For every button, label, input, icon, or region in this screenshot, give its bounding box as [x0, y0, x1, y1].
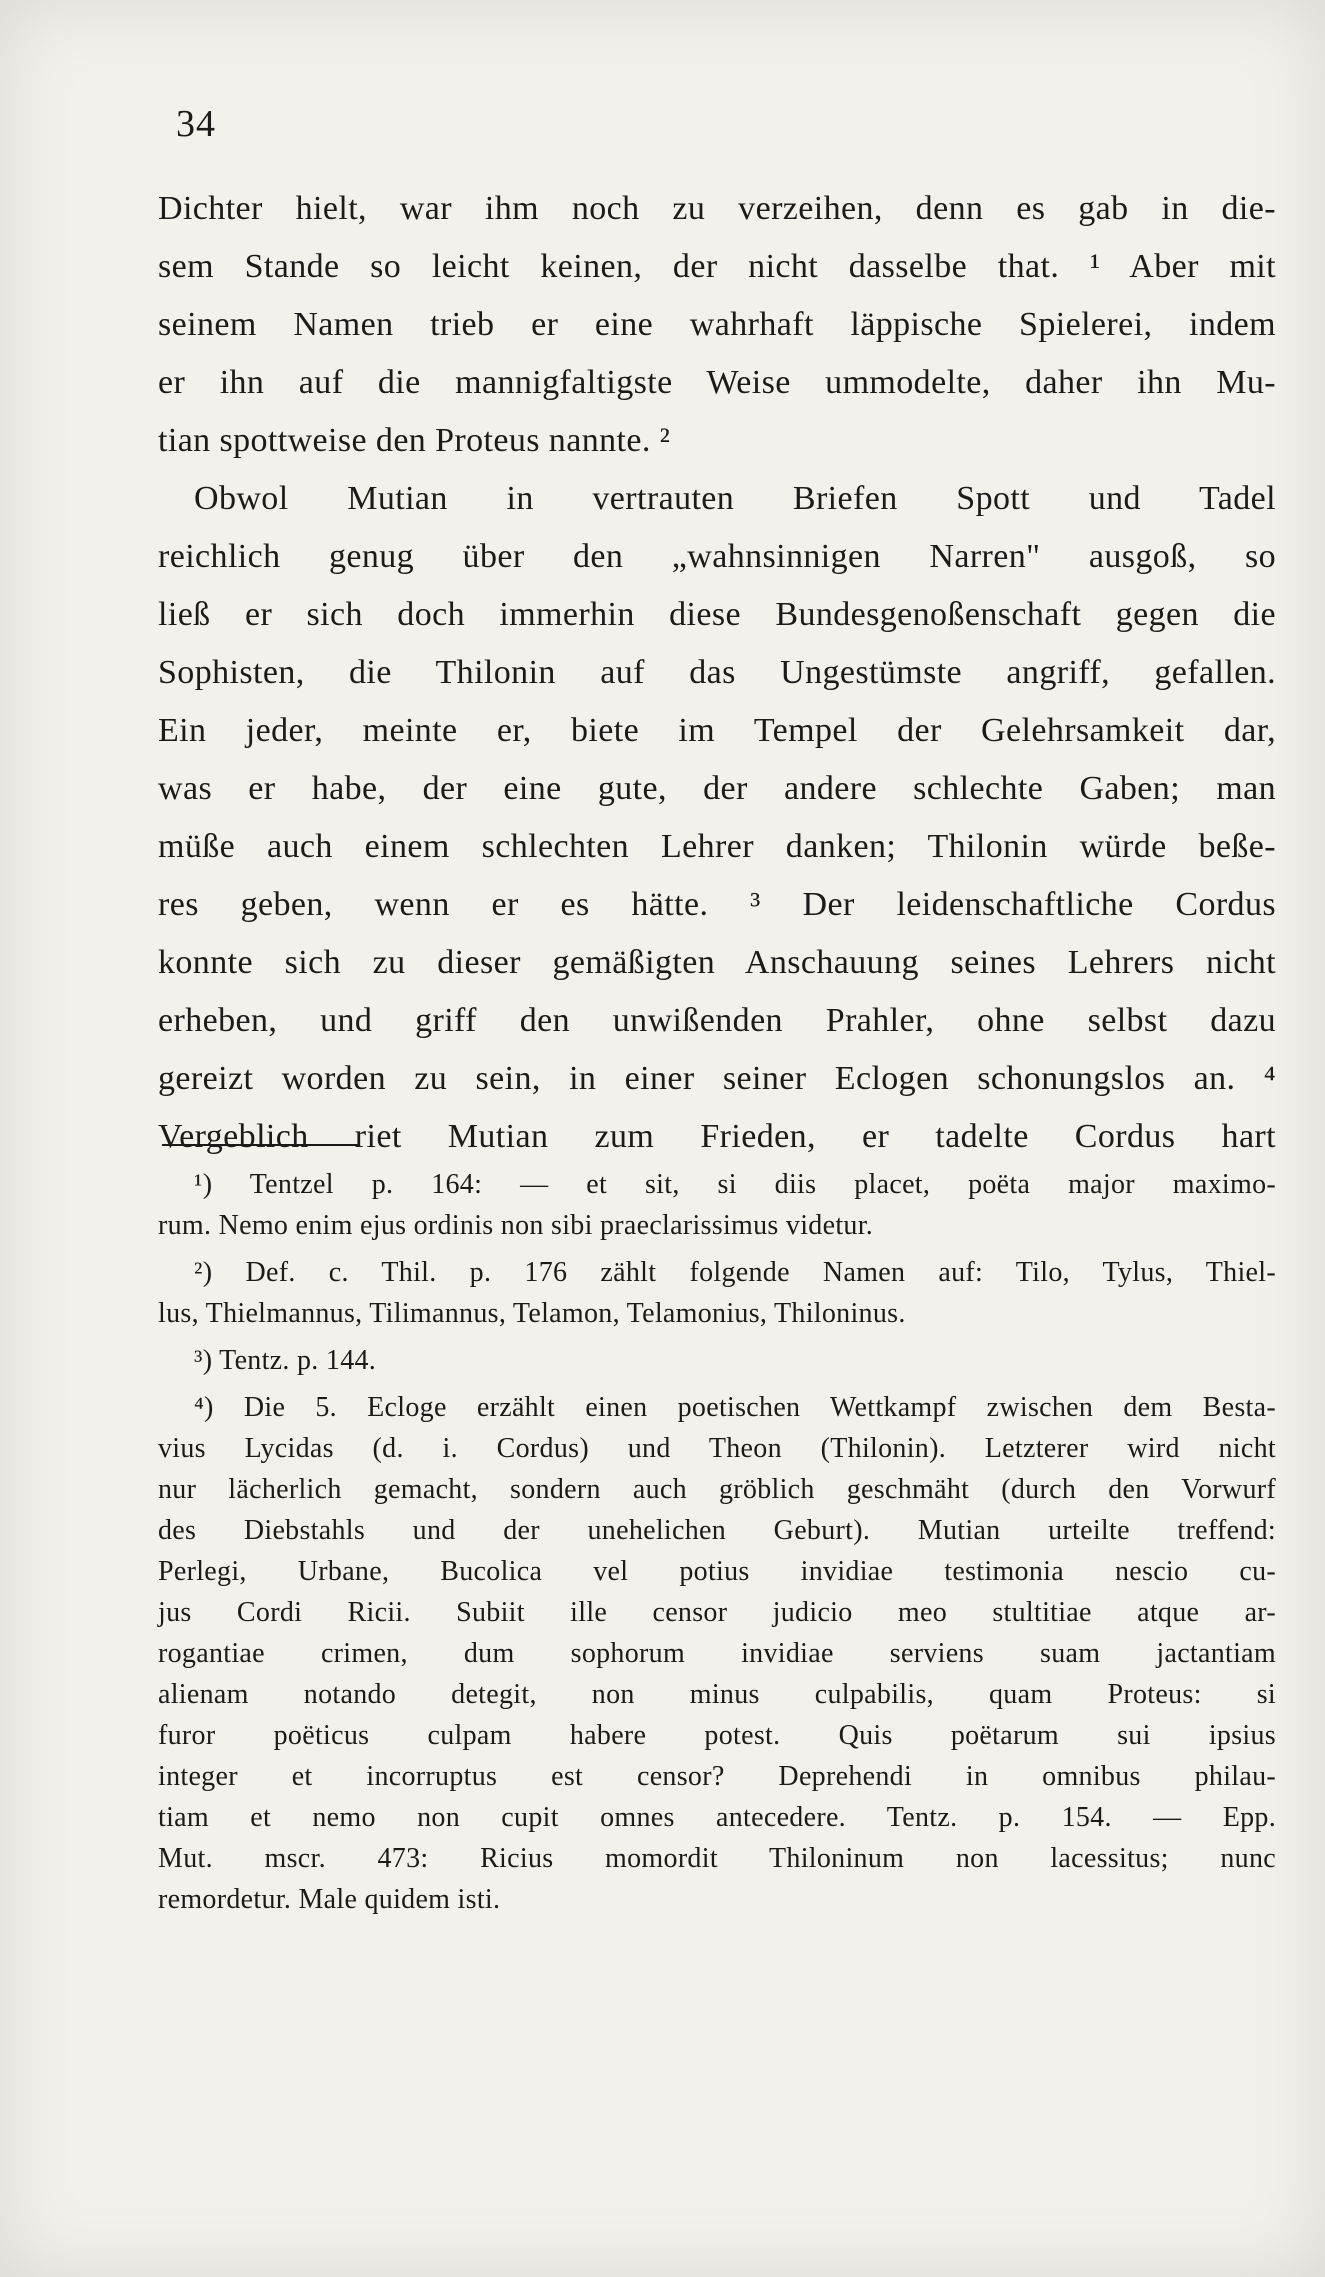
footnote-line: jus Cordi Ricii. Subiit ille censor judicio meo stultitiae atque ar- [158, 1597, 1276, 1628]
footnote-line: tiam et nemo non cupit omnes antecedere. Tentz. p. 154. — Epp. [158, 1802, 1276, 1833]
text-line: Vergeblich riet Mutian zum Frieden, er tadelte Cordus hart [158, 1118, 1276, 1155]
text-line: gereizt worden zu sein, in einer seiner Eclogen schonungslos an. ⁴ [158, 1060, 1276, 1097]
footnote-line: integer et incorruptus est censor? Deprehendi in omnibus philau- [158, 1761, 1276, 1792]
footnote-line: nur lächerlich gemacht, sondern auch gröblich geschmäht (durch den Vorwurf [158, 1474, 1276, 1505]
footnote-line: Tentzel p. 164: — et sit, si diis placet, poëta major maximo- [249, 1169, 1276, 1200]
text-line: Obwol Mutian in vertrauten Briefen Spott und Tadel [194, 480, 1276, 517]
text-line: erheben, und griff den unwißenden Prahler, ohne selbst dazu [158, 1002, 1276, 1039]
footnote-line: rogantiae crimen, dum sophorum invidiae serviens suam jactantiam [158, 1638, 1276, 1669]
footnotes-block [158, 1164, 1276, 1920]
footnote-line: alienam notando detegit, non minus culpabilis, quam Proteus: si [158, 1679, 1276, 1710]
footnote [158, 1252, 1276, 1334]
text-line: konnte sich zu dieser gemäßigten Anschauung seines Lehrers nicht [158, 944, 1276, 981]
text-line: Sophisten, die Thilonin auf das Ungestümste angriff, gefallen. [158, 654, 1276, 691]
text-line: was er habe, der eine gute, der andere schlechte Gaben; man [158, 770, 1276, 807]
footnote-line: remordetur. Male quidem isti. [158, 1884, 501, 1915]
text-line: er ihn auf die mannigfaltigste Weise ummodelte, daher ihn Mu- [158, 364, 1276, 401]
footnote [158, 1387, 1276, 1920]
text-line: sem Stande so leicht keinen, der nicht dasselbe that. ¹ Aber mit [158, 248, 1276, 285]
page-number: 34 [176, 103, 216, 145]
text-line: Ein jeder, meinte er, biete im Tempel der Gelehrsamkeit dar, [158, 712, 1276, 749]
footnote [158, 1340, 1276, 1381]
footnote-mark: ⁴) [194, 1392, 214, 1423]
footnote-line: des Diebstahls und der unehelichen Geburt). Mutian urteilte treffend: [158, 1515, 1276, 1546]
footnote-line: furor poëticus culpam habere potest. Quis poëtarum sui ipsius [158, 1720, 1276, 1751]
footnote-line: vius Lycidas (d. i. Cordus) und Theon (Thilonin). Letzterer wird nicht [158, 1433, 1276, 1464]
footnote-mark: ²) [194, 1257, 213, 1288]
footnote [158, 1164, 1276, 1246]
text-line: reichlich genug über den „wahnsinnigen Narren" ausgoß, so [158, 538, 1276, 575]
footnote-mark: ³) [194, 1345, 213, 1376]
footnote-line: Perlegi, Urbane, Bucolica vel potius invidiae testimonia nescio cu- [158, 1556, 1276, 1587]
footnote-line: lus, Thielmannus, Tilimannus, Telamon, Telamonius, Thiloninus. [158, 1298, 906, 1329]
footnote-line: Def. c. Thil. p. 176 zählt folgende Namen auf: Tilo, Tylus, Thiel- [245, 1257, 1276, 1288]
footnote-line: Die 5. Ecloge erzählt einen poetischen Wettkampf zwischen dem Besta- [243, 1392, 1276, 1423]
text-line: müße auch einem schlechten Lehrer danken; Thilonin würde beße- [158, 828, 1276, 865]
main-text-block [158, 180, 1276, 1166]
footnote-line: Tentz. p. 144. [219, 1345, 377, 1376]
text-line: tian spottweise den Proteus nannte. ² [158, 422, 671, 459]
text-line: Dichter hielt, war ihm noch zu verzeihen, denn es gab in die- [158, 190, 1276, 227]
footnote-mark: ¹) [194, 1169, 213, 1200]
text-line: ließ er sich doch immerhin diese Bundesgenoßenschaft gegen die [158, 596, 1276, 633]
footnote-line: rum. Nemo enim ejus ordinis non sibi praeclarissimus videtur. [158, 1210, 874, 1241]
footnote-separator [162, 1144, 358, 1146]
footnote-line: Mut. mscr. 473: Ricius momordit Thiloninum non lacessitus; nunc [158, 1843, 1276, 1874]
text-line: seinem Namen trieb er eine wahrhaft läppische Spielerei, indem [158, 306, 1276, 343]
text-line: res geben, wenn er es hätte. ³ Der leidenschaftliche Cordus [158, 886, 1276, 923]
